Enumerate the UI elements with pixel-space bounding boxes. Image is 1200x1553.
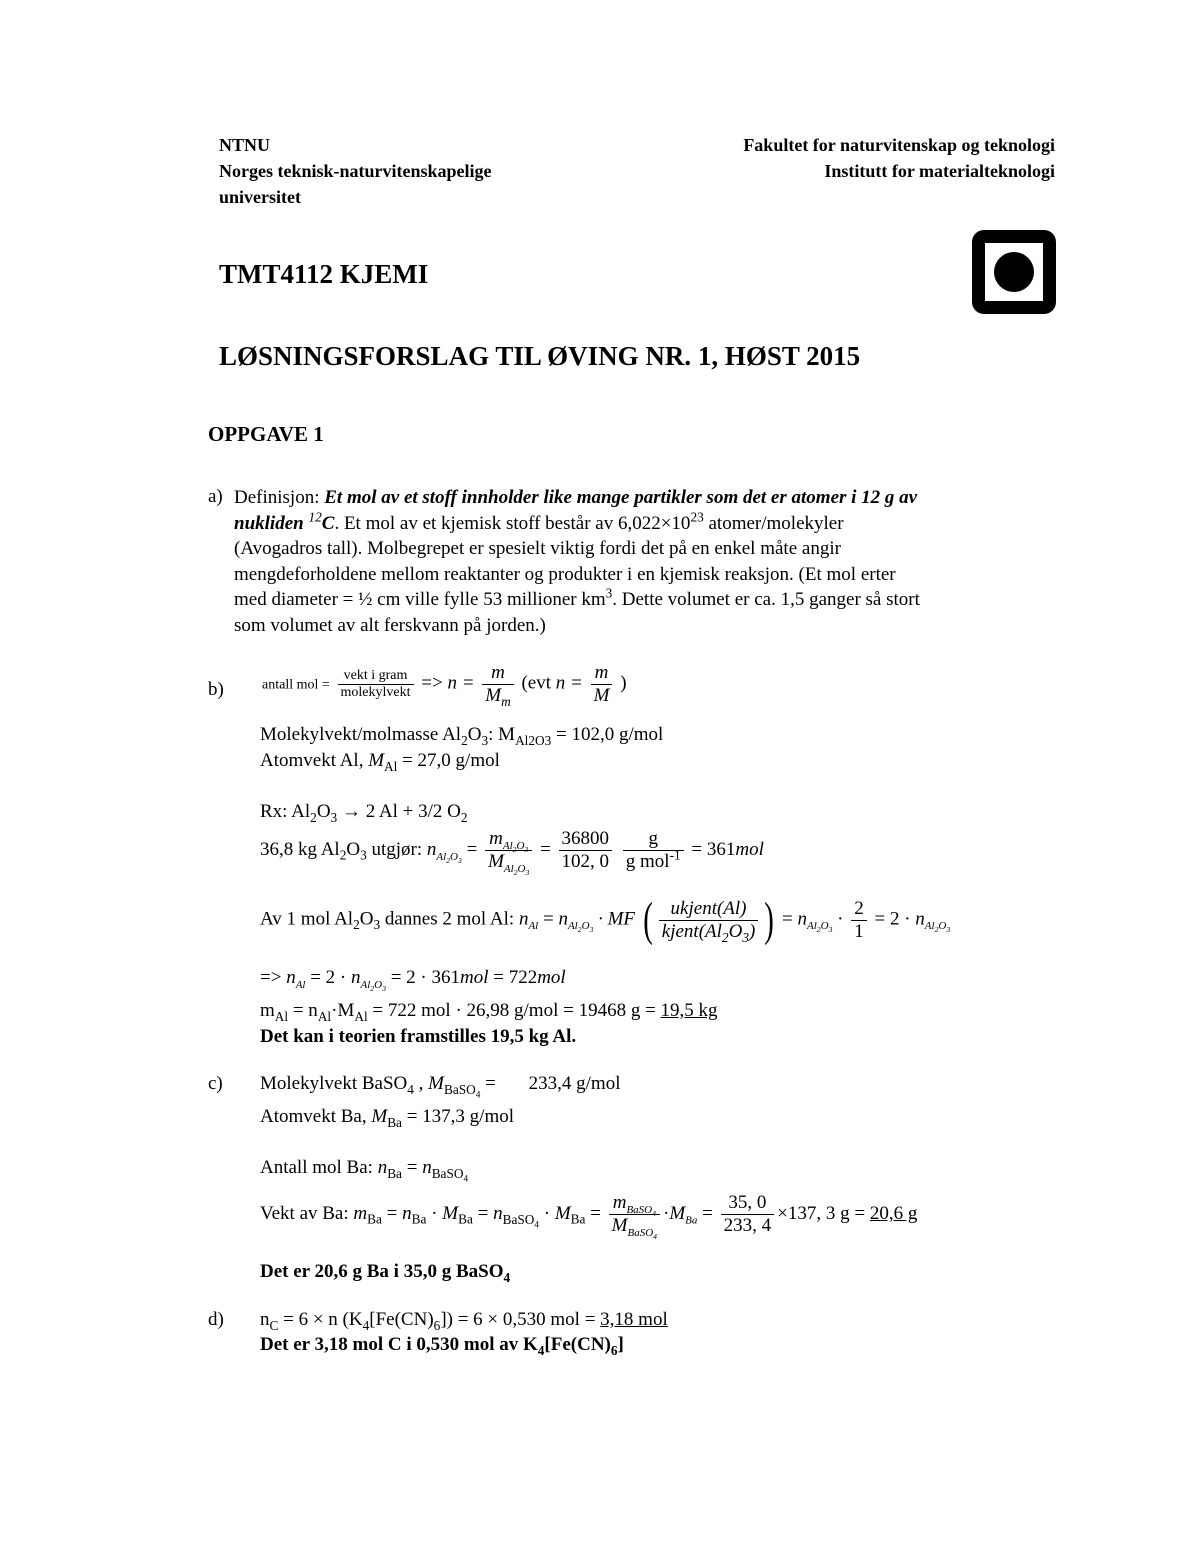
answer-mass-al: 19,5 kg	[660, 1000, 718, 1021]
result-moles-al: => $n_{Al} = 2 \cdot n_{Al_2O_3} = 2 \cdot 361mol = 722mol$	[260, 967, 566, 993]
calc-moles-al: Av 1 mol $Al_2O_3$ dannes 2 mol Al: $n_{Al} = n_{Al_2O_3}$ · MF ( $\frac{\text{ukjent(Al)}}{kjent(Al_2O_3)}$ ) = $n_{Al_2O_3}$ · $\frac{2}{1}$ = $2 \cdot n_{Al_2O_3}$	[260, 893, 951, 946]
moles-ba-line: Antall mol Ba: $n_{Ba} = n_{BaSO_4}$	[260, 1157, 469, 1185]
part-b-conclusion: Det kan i teorien framstilles 19,5 kg Al.	[260, 1026, 577, 1047]
part-d-conclusion: Det er 3,18 mol C i 0,530 mol av $K_4[Fe(CN)_6]$	[260, 1334, 624, 1358]
part-a-line3: (Avogadros tall). Molbegrepet er spesielt viktig fordi det på en enkel måte angir	[234, 538, 841, 559]
document-title: LØSNINGSFORSLAG TIL ØVING NR. 1, HØST 2015	[219, 341, 861, 371]
course-title: TMT4112 KJEMI	[219, 259, 429, 289]
mass-al-line: $m_{Al} = n_{Al}\cdot M_{Al} = 722$ mol · 26,98 g/mol = 19468 g = 19,5 kg	[260, 1000, 718, 1024]
moles-c-line: $n_C = 6 \times n$ $(K_4[Fe(CN)_6]) = 6 \times 0,530$ mol = 3,18 mol	[260, 1309, 668, 1333]
header-institute: Institutt for materialteknologi	[824, 161, 1055, 181]
molar-mass-al2o3: Molekylvekt/molmasse $Al_2O_3$: $M_{Al2O3} = 102,0$ g/mol	[260, 724, 664, 748]
part-a-line6: som volumet av alt ferskvann på jorden.)	[234, 614, 546, 636]
molar-mass-baso4: Molekylvekt BaSO$_4$ , $M_{BaSO_4} = 233,4$ g/mol	[260, 1073, 621, 1101]
answer-mass-ba: 20,6 g	[869, 1202, 918, 1224]
header-university-name: Norges teknisk-naturvitenskapelige	[219, 161, 492, 181]
part-a-line4: mengdeforholdene mellom reaktanter og produkter i en kjemisk reaksjon. (Et mol erter	[234, 563, 896, 585]
part-a-body	[234, 485, 920, 638]
part-a-label: a)	[208, 486, 223, 507]
reaction-line: Rx: $Al_2O_3 \to 2$ Al + 3/2 $O_2$	[260, 801, 468, 825]
part-c-conclusion: Det er 20,6 g Ba i 35,0 g BaSO$_4$	[260, 1261, 511, 1285]
mass-ba-line: Vekt av Ba: $m_{Ba} = n_{Ba} \cdot M_{Ba} = n_{BaSO_4} \cdot M_{Ba}$ = $\frac{m_{BaSO_4}}{M_{BaSO_4}}$ $\cdot M_{Ba}$ = $\frac{35, 0}{233, 4}$ ×137, 3 g = 20,6 g	[260, 1192, 918, 1241]
atomic-mass-al: Atomvekt Al, $M_{Al} = 27,0$ g/mol	[260, 750, 500, 774]
part-a-line1: Definisjon: Et mol av et stoff innholder like mange partikler som det er atomer i 12 g av	[234, 487, 918, 508]
atomic-mass-ba: Atomvekt Ba, $M_{Ba} = 137,3$ g/mol	[260, 1106, 515, 1130]
header-left-block	[219, 132, 492, 210]
calc-moles-al2o3: 36,8 kg $Al_2O_3$ utgjør: $n_{Al_2O_3}$ = $\frac{m_{Al_2O_3}}{M_{Al_2O_3}}$ = $\frac{36800}{102, 0}$ $\frac{g}{g mol^{-1}}$ = 361mol	[260, 828, 764, 877]
task-heading: OPPGAVE 1	[208, 422, 324, 446]
part-d-label: d)	[208, 1309, 224, 1330]
part-a-line2: nukliden $^{12}$C. Et mol av et kjemisk stoff består av $6,022\times 10^{23}$ atomer/molekyler	[234, 509, 844, 534]
header-ntnu: NTNU	[219, 135, 271, 155]
formula-mol: antall mol = $\frac{\text{vekt i gram}}{\text{molekylvekt}}$ => n = $\frac{m}{M_m}$ (evt n = $\frac{m}{M}$ )	[262, 662, 627, 709]
part-a-line5: med diameter = ½ cm ville fylle 53 millioner $km^3$. Dette volumet er ca. 1,5 ganger så stort	[234, 585, 920, 610]
header-faculty: Fakultet for naturvitenskap og teknologi	[743, 135, 1055, 155]
ntnu-logo-icon	[972, 230, 1056, 314]
header-university: universitet	[219, 187, 301, 207]
answer-moles-c: 3,18 mol	[600, 1309, 668, 1330]
header-right-block	[743, 132, 1055, 184]
part-c-label: c)	[208, 1073, 223, 1094]
part-b-label: b)	[208, 679, 224, 700]
